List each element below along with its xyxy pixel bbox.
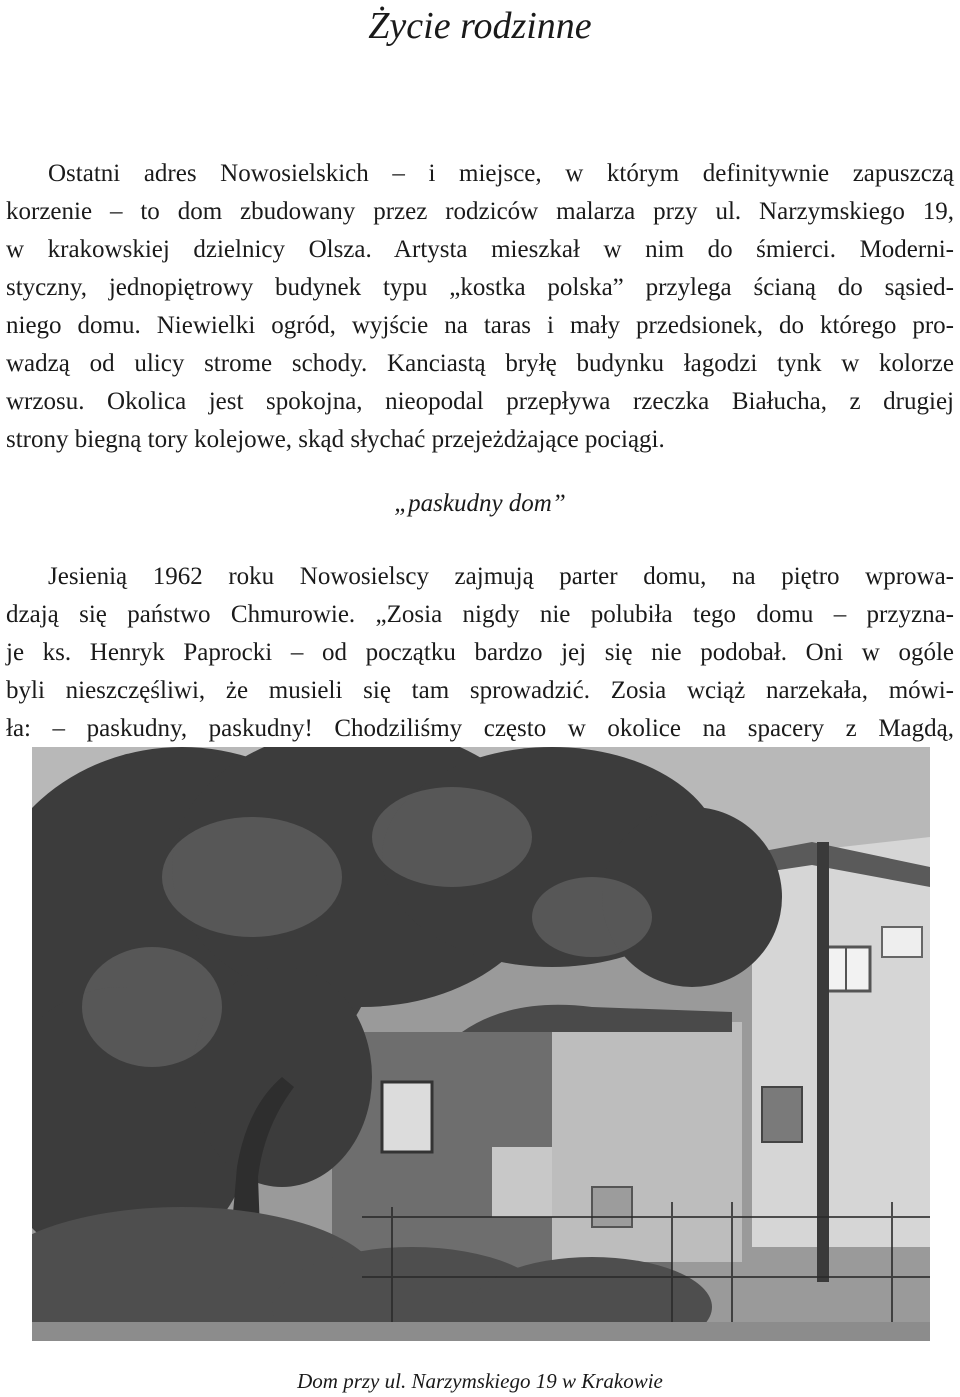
paragraph-body	[6, 558, 954, 748]
page-title: Życie rodzinne	[368, 5, 592, 47]
text-line: wrzosu. Okolica jest spokojna, nieopodal przepływa rzeczka Białucha, z drugiej	[6, 388, 954, 415]
text-line: styczny, jednopiętrowy budynek typu „kostka polska” przylega ścianą do sąsied-	[6, 274, 954, 301]
text-line: Ostatni adres Nowosielskich – i miejsce, w którym definitywnie zapuszczą	[48, 160, 954, 187]
text-line: dzają się państwo Chmurowie. „Zosia nigdy nie polubiła tego domu – przyzna-	[6, 601, 954, 628]
text-line: niego domu. Niewielki ogród, wyjście na taras i mały przedsionek, do którego pro-	[6, 312, 954, 339]
text-line: byli nieszczęśliwi, że musieli się tam sprowadzić. Zosia wciąż narzekała, mówi-	[6, 677, 954, 704]
text-line: w krakowskiej dzielnicy Olsza. Artysta mieszkał w nim do śmierci. Moderni-	[6, 236, 954, 263]
text-line: korzenie – to dom zbudowany przez rodziców malarza przy ul. Narzymskiego 19,	[6, 198, 954, 225]
text-line: strony biegną tory kolejowe, skąd słychać przejeżdżające pociągi.	[6, 426, 665, 453]
paragraph-intro	[6, 155, 954, 459]
house-photo	[32, 747, 930, 1341]
text-line: Jesienią 1962 roku Nowosielscy zajmują parter domu, na piętro wprowa-	[48, 563, 954, 590]
photo-caption: Dom przy ul. Narzymskiego 19 w Krakowie	[297, 1369, 663, 1393]
section-heading: „paskudny dom”	[394, 490, 566, 517]
text-line: je ks. Henryk Paprocki – od początku bardzo jej się nie podobał. Oni w ogóle	[6, 639, 954, 666]
text-line: ła: – paskudny, paskudny! Chodziliśmy często w okolice na spacery z Magdą,	[6, 715, 954, 742]
main-house	[332, 1005, 742, 1272]
text-line: wadzą od ulicy strome schody. Kanciastą bryłę budynku łagodzi tynk w kolorze	[6, 350, 954, 377]
